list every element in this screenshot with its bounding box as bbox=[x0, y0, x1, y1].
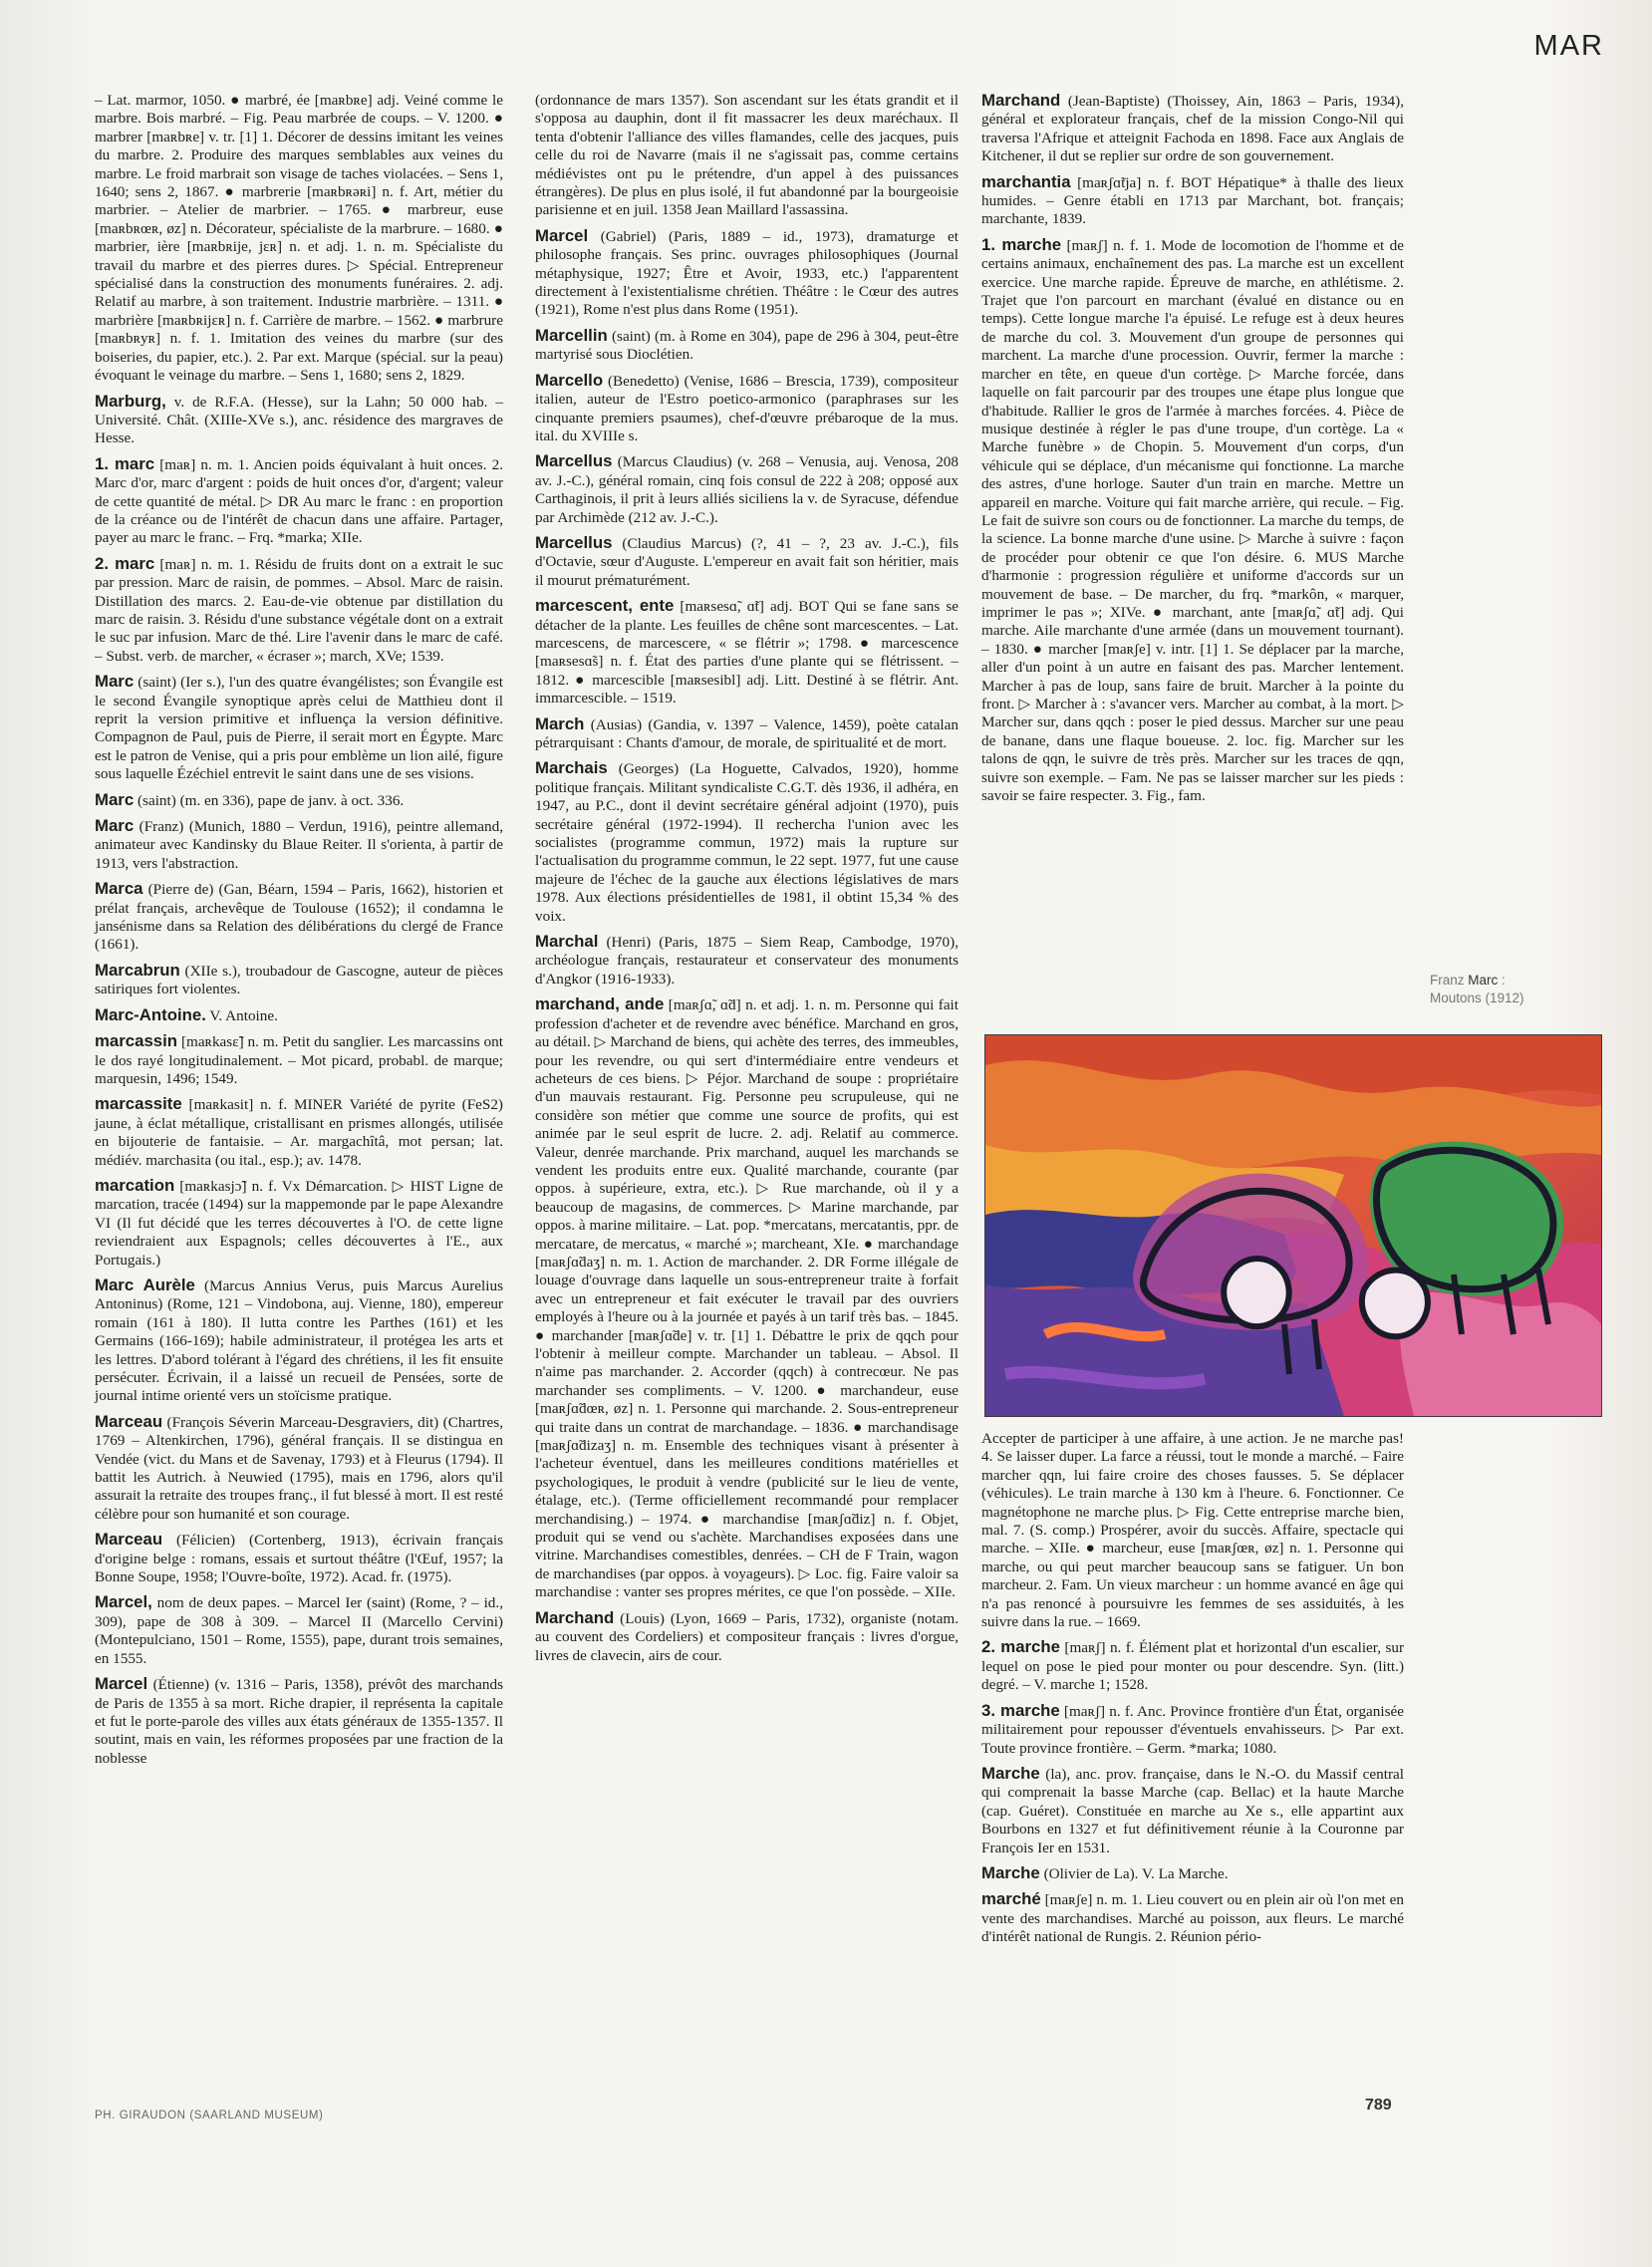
entry-headword: marcassin bbox=[95, 1031, 178, 1051]
entry-headword: Marcellus bbox=[535, 451, 613, 471]
entry-headword: Marcellus bbox=[535, 532, 613, 552]
entry-text: [maʀ] n. m. 1. Ancien poids équivalant à huit onces. 2. Marc d'or, marc d'argent : poids de huit onces d'or, d'argent; valeur de cette quantité de métal. ▷ DR Au marc le franc : en proportion de la créance ou de l'intérêt de chacun dans une affaire. Partager, payer au marc le franc. – Frq. *marka; XIIe. bbox=[95, 455, 504, 547]
entry-text: [maʀkasit] n. f. MINER Variété de pyrite (FeS2) jaune, à éclat métallique, cristallisant en prismes allongés, utilisée en bijouterie de fantaisie. – Ar. margachîtâ, mot persan; lat. médiév. marchasita (ou ital., esp.); av. 1478. bbox=[95, 1096, 503, 1169]
column-1 bbox=[95, 92, 503, 1775]
entry-text: (Ausias) (Gandia, v. 1397 – Valence, 1459), poète catalan pétrarquisant : Chants d'amour, de morale, de spiritualité et de mort. bbox=[535, 715, 959, 751]
entry-text: (saint) (Ier s.), l'un des quatre évangélistes; son Évangile est le second Évangile synoptique après celui de Matthieu dont il reprit la version primitive et influença la version définitive. Compagnon de Paul, puis de Pierre, il serait mort en Égypte. Marc est le patron de Venise, qui a pris pour emblème un lion ailé, figure sous laquelle Ézéchiel entrevit le saint dans une de ses visions. bbox=[95, 674, 503, 783]
dictionary-entry bbox=[981, 1765, 1404, 1857]
entry-headword: 1. marc bbox=[95, 453, 155, 473]
entry-headword: 3. marche bbox=[981, 1700, 1060, 1720]
entry-headword: Marcello bbox=[535, 370, 604, 390]
entry-headword: Marburg, bbox=[95, 391, 166, 411]
entry-headword: March bbox=[535, 713, 585, 733]
entry-text: [maʀkasɛ̃] n. m. Petit du sanglier. Les marcassins ont le dos rayé longitudinalement. – Mot picard, probabl. de marque; marquesin, 1496; 1549. bbox=[95, 1033, 503, 1087]
dictionary-entry bbox=[95, 791, 503, 810]
entry-headword: 1. marche bbox=[981, 234, 1062, 254]
entry-text: [maʀʃe] n. m. 1. Lieu couvert ou en plein air où l'on met en vente des marchandises. Marché au poisson, aux fleurs. Le marché d'intérêt national de Rungis. 2. Réunion pério- bbox=[981, 1891, 1404, 1946]
column-3-bottom bbox=[981, 1430, 1404, 1954]
entry-text: [maʀʃ] n. f. Anc. Province frontière d'un État, organisée militairement pour repousser d'éventuels envahisseurs. ▷ Par ext. Toute province frontière. – Germ. *marka; 1080. bbox=[981, 1702, 1404, 1757]
dictionary-entry bbox=[95, 880, 503, 955]
entry-text: (François Séverin Marceau-Desgraviers, dit) (Chartres, 1769 – Altenkirchen, 1796), général français. Il se distingua en Vendée (vict. du Mans et de Savenay, 1793) et à Fleurus (1794). Il battit les Autrich. à Neuwied (1795), mais en 1796, alors qu'il assurait la retraite des troupes franç., il fut blessé à mort. Il est resté célèbre pour son humanité et son courage. bbox=[95, 1413, 503, 1523]
entry-headword: marcation bbox=[95, 1175, 175, 1195]
entry-headword: Marceau bbox=[95, 1530, 163, 1550]
dictionary-entry bbox=[95, 92, 503, 386]
entry-headword: marché bbox=[981, 1889, 1041, 1909]
entry-text: – Lat. marmor, 1050. ● marbré, ée [maʀbʀe] adj. Veiné comme le marbre. Bois marbré. – Fig. Peau marbrée de coups. – V. 1200. ● marbrer [maʀbʀe] v. tr. [1] 1. Décorer de dessins imitant les veines du marbre. 2. Produire des marques semblables aux veines du marbre. Le froid marbrait son visage de taches violacées. – Sens 1, 1640; sens 2, 1867. ● marbrerie [maʀbʀəʀi] n. f. Art, métier du marbrier. – Atelier de marbrier. – 1765. ● marbreur, euse [maʀbʀœʀ, øz] n. Décorateur, spécialiste de la marbrure. – 1680. ● marbrier, ière [maʀbʀije, jɛʀ] n. et adj. 1. n. m. Spécialiste du travail du marbre et des pierres dures. ▷ Spécial. Entrepreneur spécialisé dans la construction des monuments funéraires. 2. adj. Relatif au marbre, à son traitement. Industrie marbrière. – 1311. ● marbrière [maʀbʀijɛʀ] n. f. Carrière de marbre. – 1562. ● marbrure [maʀbʀyʀ] n. f. 1. Imitation des veines du marbre (sur des boiseries, du papier, etc.). 2. Par ext. Marque (spécial. sur la peau) évoquant le veinage du marbre. – Sens 1, 1680; sens 2, 1829. bbox=[95, 92, 503, 385]
entry-text: (Henri) (Paris, 1875 – Siem Reap, Cambodge, 1970), archéologue français, restaurateur et conservateur des monuments d'Angkor (1916-1933). bbox=[535, 934, 959, 988]
dictionary-entry bbox=[95, 673, 503, 783]
entry-headword: Marchand bbox=[981, 91, 1061, 110]
dictionary-entry bbox=[95, 1006, 503, 1025]
painting-caption: Franz Marc : Moutons (1912) bbox=[1430, 972, 1629, 1007]
entry-text: [maʀʃ] n. f. Élément plat et horizontal d'un escalier, sur lequel on pose le pied pour monter ou pour descendre. Syn. (litt.) degré. – V. marche 1; 1528. bbox=[981, 1639, 1405, 1694]
entry-headword: Marceau bbox=[95, 1411, 163, 1431]
dictionary-entry bbox=[981, 1890, 1404, 1946]
photo-credit: PH. GIRAUDON (SAARLAND MUSEUM) bbox=[95, 2110, 324, 2122]
entry-headword: Marche bbox=[981, 1862, 1040, 1882]
dictionary-entry bbox=[535, 715, 959, 753]
entry-text: (Jean-Baptiste) (Thoissey, Ain, 1863 – Paris, 1934), général et explorateur français, chef de la mission Congo-Nil qui traversa l'Afrique et atteignit Fachoda en 1898. Face aux Anglais de Kitchener, il dut se replier sur ordre de son gouvernement. bbox=[981, 93, 1404, 165]
entry-text: v. de R.F.A. (Hesse), sur la Lahn; 50 000 hab. – Université. Chât. (XIIIe-XVe s.), anc. résidence des margraves de Hesse. bbox=[95, 393, 503, 447]
entry-headword: Marchal bbox=[535, 932, 599, 952]
entry-headword: marchantia bbox=[981, 171, 1071, 191]
entry-headword: marcescent, ente bbox=[535, 596, 675, 616]
entry-text: [maʀkasjɔ̃] n. f. Vx Démarcation. ▷ HIST Ligne de marcation, tracée (1494) sur la mappemonde par le pape Alexandre VI (Il fut décidé que les terres découvertes à l'O. de cette ligne reviendraient aux Espagnols; celles découvertes à l'E., aux Portugais.) bbox=[95, 1177, 503, 1269]
entry-text: (Franz) (Munich, 1880 – Verdun, 1916), peintre allemand, animateur avec Kandinsky du Blaue Reiter. Il s'orienta, à partir de 1913, vers l'abstraction. bbox=[95, 818, 503, 872]
entry-headword: Marche bbox=[981, 1763, 1040, 1783]
dictionary-entry bbox=[535, 534, 959, 590]
caption-prefix: Franz bbox=[1430, 973, 1469, 988]
dictionary-entry bbox=[535, 759, 959, 926]
entry-headword: Marcel, bbox=[95, 1592, 152, 1612]
dictionary-entry bbox=[981, 1864, 1404, 1883]
entry-text: (saint) (m. en 336), pape de janv. à oct. 336. bbox=[134, 791, 405, 809]
entry-text: (la), anc. prov. française, dans le N.-O. du Massif central qui comprenait la basse Marche (cap. Bellac) et la haute Marche (cap. Guéret). Constituée en marche au Xe s., elle appartint aux Bourbons en 1327 et fut définitivement réunie à la Couronne par François Ier en 1531. bbox=[981, 1765, 1404, 1856]
dictionary-entry bbox=[95, 455, 503, 548]
dictionary-entry bbox=[981, 236, 1404, 806]
entry-text: V. Antoine. bbox=[205, 1006, 278, 1024]
dictionary-entry bbox=[981, 173, 1404, 229]
dictionary-entry bbox=[95, 1276, 503, 1406]
entry-text: (Olivier de La). V. La Marche. bbox=[1039, 1864, 1229, 1882]
entry-text: (Marcus Claudius) (v. 268 – Venusia, auj. Venosa, 208 av. J.-C.), général romain, cinq fois consul de 222 à 208; opposé aux Carthaginois, il prit à leurs alliés siciliens la v. de Syracuse, défendue par Archimède (212 av. J.-C.). bbox=[535, 453, 959, 526]
entry-text: (Georges) (La Hoguette, Calvados, 1920), homme politique français. Militant syndicaliste C.G.T. dès 1936, il adhéra, en 1947, au P.C., dont il devint secrétaire général adjoint (1970), puis secrétaire général (1972-1994). Il rechercha l'union avec les socialistes (programme commun, 1972) mais la rupture sur l'actualisation du programme commun, le 22 sept. 1977, fut une cause majeure de l'échec de la gauche aux élections législatives de mars 1978. Aux élections présidentielles de 1981, il obtint 15,34 % des voix. bbox=[535, 760, 959, 925]
dictionary-entry bbox=[981, 1430, 1404, 1631]
dictionary-entry bbox=[95, 1593, 503, 1668]
entry-text: (Étienne) (v. 1316 – Paris, 1358), prévôt des marchands de Paris de 1355 à sa mort. Riche drapier, il représenta la capitale et fut le porte-parole des villes aux états généraux de 1355-1357. Il soutint, mais en vain, les réformes proposées par une fraction de la noblesse bbox=[95, 1676, 503, 1767]
entry-headword: Marc bbox=[95, 672, 135, 692]
dictionary-entry bbox=[95, 1032, 503, 1088]
dictionary-entry bbox=[535, 372, 959, 446]
entry-text: (Claudius Marcus) (?, 41 – ?, 23 av. J.-C.), fils d'Octavie, sœur d'Auguste. L'empereur en avait fait son héritier, mais il mourut prématurément. bbox=[535, 534, 959, 589]
column-2 bbox=[535, 92, 959, 1672]
dictionary-entry bbox=[95, 555, 503, 666]
dictionary-entry bbox=[535, 327, 959, 365]
dictionary-entry bbox=[535, 597, 959, 708]
entry-text: (Benedetto) (Venise, 1686 – Brescia, 1739), compositeur italien, auteur de l'Estro poetico-armonico (paraphrases sur les cinquante premiers psaumes), chef-d'œuvre prébaroque de la mus. ital. du XVIIIe s. bbox=[535, 372, 959, 444]
entry-headword: Marc-Antoine. bbox=[95, 1004, 206, 1024]
entry-text: nom de deux papes. – Marcel Ier (saint) (Rome, ? – id., 309), pape de 308 à 309. – Marcel II (Marcello Cervini) (Montepulciano, 1501 – Rome, 1555), pape, durant trois semaines, en 1555. bbox=[95, 1594, 503, 1667]
entry-text: (Marcus Annius Verus, puis Marcus Aurelius Antoninus) (Rome, 121 – Vindobona, auj. Vienne, 180), empereur romain (161 à 180). Il lutta contre les Parthes (161) et les Germains (166-169); habile administrateur, il protégea les arts et les lettres. D'abord tolérant à l'égard des chrétiens, il les fit ensuite persécuter. Écrivain, il a laissé un recueil de Pensées, sorte de journal intime orienté vers un stoïcisme pratique. bbox=[95, 1276, 503, 1405]
running-head: MAR bbox=[1533, 30, 1604, 62]
entry-text: Accepter de participer à une affaire, à une action. Je ne marche pas! 4. Se laisser duper. La farce a réussi, tout le monde a marché. – Faire marcher qqn, lui faire croire des choses fausses. 5. Se déplacer (véhicules). Le train marche à 130 km à l'heure. 6. Fonctionner. Ce magnétophone ne marche plus. ▷ Fig. Cette entreprise marche bien, mal. 7. (S. comp.) Prospérer, avoir du succès. Affaire, spectacle qui marche. – XIIe. ● marcheur, euse [maʀʃœʀ, øz] n. 1. Personne qui marche, ou qui peut marcher beaucoup sans se fatiguer. Un bon marcheur. 2. Fam. Un vieux marcheur : un homme avancé en âge qui n'a pas renoncé à poursuivre les femmes de ses assiduités, à les suivre dans la rue. – 1669. bbox=[981, 1430, 1404, 1631]
dictionary-entry bbox=[535, 92, 959, 220]
entry-text: (ordonnance de mars 1357). Son ascendant sur les états grandit et il s'opposa au dauphin, dont il fit massacrer les deux maréchaux. Il tenta d'obtenir l'alliance des villes flamandes, celle des jacques, puis celle du roi de Navarre (mais il ne s'agissait pas, comme certains médiévistes ont pu le prétendre, d'un appel à des puissances étrangères). De plus en plus isolé, il fut abandonné par la bourgeoisie parisienne et en juil. 1358 Jean Maillard l'assassina. bbox=[535, 92, 959, 219]
dictionary-entry bbox=[535, 1609, 959, 1665]
dictionary-entry bbox=[95, 1413, 503, 1524]
dictionary-entry bbox=[535, 933, 959, 989]
dictionary-entry bbox=[95, 1675, 503, 1768]
entry-text: (Louis) (Lyon, 1669 – Paris, 1732), organiste (notam. au couvent des Cordeliers) et compositeur français : livres d'orgue, livres de clavecin, airs de cour. bbox=[535, 1609, 959, 1664]
entry-headword: Marcel bbox=[95, 1674, 148, 1694]
entry-headword: 2. marche bbox=[981, 1637, 1060, 1657]
page-number: 789 bbox=[1365, 2097, 1392, 2114]
dictionary-entry bbox=[95, 817, 503, 873]
entry-text: (saint) (m. à Rome en 304), pape de 296 à 304, peut-être martyrisé sous Dioclétien. bbox=[535, 327, 959, 364]
entry-headword: 2. marc bbox=[95, 553, 155, 573]
caption-artist: Marc bbox=[1468, 973, 1499, 988]
entry-headword: Marca bbox=[95, 879, 143, 899]
caption-title: Moutons (1912) bbox=[1430, 991, 1524, 1005]
entry-text: (Pierre de) (Gan, Béarn, 1594 – Paris, 1662), historien et prélat français, archevêque de Toulouse (1652); il condamna le jansénisme dans sa Relation des délibérations du clergé de France (1661). bbox=[95, 881, 503, 954]
dictionary-entry bbox=[95, 962, 503, 999]
entry-text: (XIIe s.), troubadour de Gascogne, auteur de pièces satiriques fort violentes. bbox=[95, 962, 503, 998]
dictionary-entry bbox=[95, 1531, 503, 1586]
entry-text: [maʀʃɑ̃, ɑ̃d] n. et adj. 1. n. m. Personne qui fait profession d'acheter et de revendre avec bénéfice. Marchand en gros, au détail. ▷ Marchand de biens, qui achète des terres, des immeubles, pour les revendre, ou qui sert d'intermédiaire entre vendeurs et acheteurs de ces biens. ▷ Péjor. Marchand de soupe : propriétaire d'un mauvais restaurant. Fig. Personne peu scrupuleuse, qui ne considère son métier que comme une source de profits, qui est animée par le seul esprit de lucre. 2. adj. Relatif au commerce. Valeur, denrée marchande. Prix marchand, auquel les marchands se vendent les produits entre eux. Qualité marchande, courante (par oppos. à supérieure, extra, etc.). ▷ Rue marchande, où il y a beaucoup de magasins, de commerces. ▷ Marine marchande, par oppos. à marine militaire. – Lat. pop. *mercatans, mercatantis, ppr. de mercatare, de mercatus, « marché »; marcheant, XIe. ● marchandage [maʀʃɑ̃daʒ] n. m. 1. Action de marchander. 2. DR Forme illégale de louage d'ouvrage dans laquelle un sous-entrepreneur traite à forfait avec un entrepreneur et fait exécuter le travail par des ouvriers employés à l'heure ou à la journée et payés à un tarif très bas. – 1845. ● marchander [maʀʃɑ̃de] v. tr. [1] 1. Débattre le prix de qqch pour l'obtenir à meilleur compte. Marchander un tableau. – Absol. Il n'aime pas marchander. 2. Accorder (qqch) à contrecœur. Ne pas marchander ses compliments. – V. 1200. ● marchandeur, euse [maʀʃɑ̃dœʀ, øz] n. 1. Personne qui marchande. 2. Sous-entrepreneur qui traite dans un contrat de marchandage. – 1836. ● marchandisage [maʀʃɑ̃dizaʒ] n. m. Ensemble des techniques visant à présenter à l'acheteur éventuel, dans les meilleures conditions matérielles et psychologiques, le produit à vendre (publicité sur le lieu de vente, étalage, etc.). (Terme officiellement recommandé pour remplacer merchandising.) – 1974. ● marchandise [maʀʃɑ̃diz] n. f. Objet, produit qui se vend ou s'achète. Marchandises exposées dans une vitrine. Marchandises comestibles, denrées. – CH de F Train, wagon de marchandises (par oppos. à voyageurs). ▷ Loc. fig. Faire valoir sa marchandise : vanter ses propres mérites, ce que l'on possède. – XIIe. bbox=[535, 996, 959, 1601]
entry-text: [maʀ] n. m. 1. Résidu de fruits dont on a extrait le suc par pression. Marc de raisin, de pommes. – Absol. Marc de raisin. Distillation des marcs. 2. Eau-de-vie obtenue par distillation du marc de raisin. 3. Résidu d'une substance végétale dont on a extrait le suc par infusion. Marc de thé. Lire l'avenir dans le marc de café. – Subst. verb. de marcher, « écraser »; march, XVe; 1539. bbox=[95, 555, 503, 665]
dictionary-entry bbox=[95, 393, 503, 448]
dictionary-entry bbox=[981, 92, 1404, 166]
dictionary-entry bbox=[535, 227, 959, 320]
entry-headword: marcassite bbox=[95, 1094, 182, 1114]
entry-headword: Marc bbox=[95, 789, 135, 809]
dictionary-entry bbox=[95, 1095, 503, 1170]
dictionary-entry bbox=[535, 995, 959, 1601]
entry-headword: Marcabrun bbox=[95, 960, 180, 980]
painting-moutons bbox=[984, 1034, 1602, 1417]
entry-text: (Félicien) (Cortenberg, 1913), écrivain français d'origine belge : romans, essais et surtout théâtre (l'Œuf, 1957; la Bonne Soupe, 1958; l'Ouvre-boîte, 1972). Acad. fr. (1975). bbox=[95, 1532, 503, 1586]
dictionary-entry bbox=[95, 1177, 503, 1270]
entry-text: (Gabriel) (Paris, 1889 – id., 1973), dramaturge et philosophe français. Ses princ. ouvrages philosophiques (Journal métaphysique, 1927; Être et Avoir, 1933, etc.) l'apparentent directement à l'existentialisme chrétien. Théâtre : le Cœur des autres (1921), Rome n'est plus dans Rome (1951). bbox=[535, 227, 959, 319]
column-3-top bbox=[981, 92, 1404, 812]
entry-headword: Marcellin bbox=[535, 325, 608, 345]
entry-text: [maʀsesɑ̃, ɑ̃t] adj. BOT Qui se fane sans se détacher de la plante. Les feuilles de chêne sont marcescentes. – Lat. marcescens, de marcescere, « se flétrir »; 1798. ● marcescence [maʀsesɑ̃s] n. f. État des parties d'une plante qui se flétrissent. – 1812. ● marcescible [maʀsesibl] adj. Litt. Destiné à se flétrir. Ant. immarcescible. – 1519. bbox=[535, 598, 959, 708]
entry-text: [maʀʃɑ̃tja] n. f. BOT Hépatique* à thalle des lieux humides. – Genre établi en 1713 par Marchant, bot. français; marchante, 1839. bbox=[981, 173, 1404, 228]
dictionary-entry bbox=[981, 1702, 1404, 1758]
entry-headword: Marc Aurèle bbox=[95, 1275, 195, 1294]
dictionary-entry bbox=[981, 1638, 1404, 1694]
entry-headword: Marchand bbox=[535, 1607, 615, 1627]
entry-headword: Marc bbox=[95, 816, 135, 836]
entry-headword: Marcel bbox=[535, 225, 589, 245]
entry-text: [maʀʃ] n. f. 1. Mode de locomotion de l'homme et de certains animaux, enchaînement des pas. La marche est un excellent exercice. Une marche rapide. Épreuve de marche, en athlétisme. 2. Trajet que l'on parcourt en marchant (évalué en distance ou en temps). Cette longue marche l'a épuisé. Le refuge est à deux heures de marche du col. 3. Mouvement d'un groupe de personnes qui marchent. La marche d'une procession. Ouvrir, fermer la marche : marcher en tête, en queue d'un cortège. ▷ Marche forcée, dans laquelle on fait parcourir par des troupes une étape plus longue que d'habitude. Rallier le gros de l'armée à marches forcées. 4. Pièce de musique destinée à régler le pas d'une troupe, d'un cortège. La « Marche funèbre » de Chopin. 5. Mouvement d'un corps, d'un véhicule qui se déplace, d'un mécanisme qui fonctionne. La marche des astres, d'une horloge. Sauter d'un train en marche. Mettre un appareil en marche. Voiture qui fait marche arrière, qui recule. – Fig. Le fait de suivre son cours ou de fonctionner. La marche du temps, de la science. La bonne marche d'une usine. ▷ Marche à suivre : façon de procéder pour obtenir ce que l'on désire. 6. MUS Marche d'harmonie : progression régulière et uniforme d'accords sur un mouvement de base. – De marcher, du frq. *markôn, « marquer, imprimer le pas »; XIVe. ● marchant, ante [maʀʃɑ̃, ɑ̃t] adj. Qui marche. Aile marchante d'une armée (dans un mouvement tournant). – 1830. ● marcher [maʀʃe] v. intr. [1] 1. Se déplacer par la marche, aller d'un point à un autre en faisant des pas. Marcher lentement. Marcher à pas de loup, sans faire de bruit. Marcher à la pointe du front. ▷ Marcher à : s'avancer vers. Marcher au combat, à la mort. ▷ Marcher sur, dans qqch : poser le pied dessus. Marcher sur une peau de banane, dans une flaque boueuse. 2. loc. fig. Marcher sur les talons de qqn, le suivre de très près. Marcher sur les traces de qqn, suivre son exemple. – Fam. Ne pas se laisser marcher sur les pieds : savoir se faire respecter. 3. Fig., fam. bbox=[981, 236, 1404, 805]
entry-headword: marchand, ande bbox=[535, 994, 665, 1014]
dictionary-entry bbox=[535, 452, 959, 527]
entry-headword: Marchais bbox=[535, 758, 608, 778]
